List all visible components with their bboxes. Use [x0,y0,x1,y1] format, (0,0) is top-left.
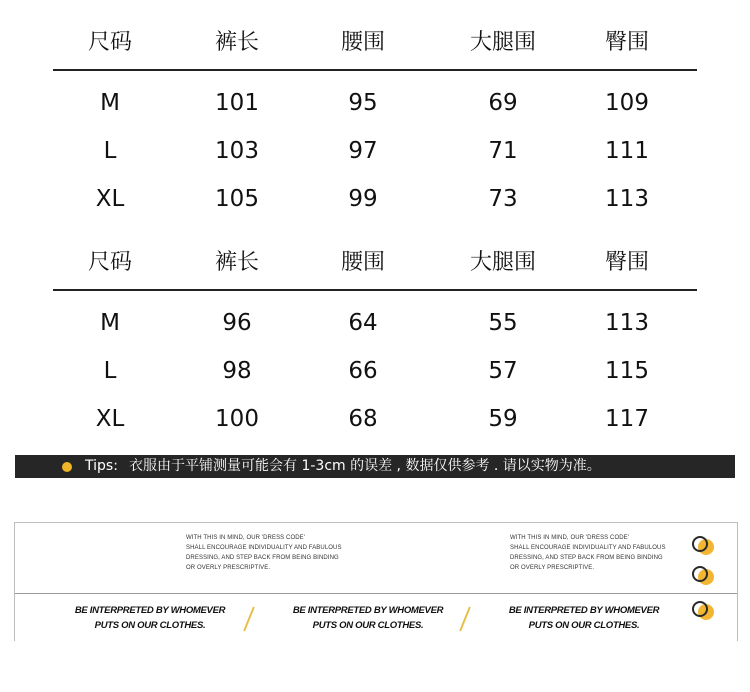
header-size: 尺码 [87,30,133,55]
table-row [0,303,750,343]
cell-hip: 113 [605,310,649,336]
header-divider [53,289,697,291]
header-thigh: 大腿围 [469,30,537,55]
table-row [0,399,750,439]
banner-divider [15,593,737,594]
dress-code-paragraph [186,533,386,573]
cell-waist: 64 [348,310,378,336]
circle-ring-icon [692,601,708,617]
table-row [0,83,750,123]
slogan-text [55,603,245,633]
table-row [0,351,750,391]
tips-label: Tips: [85,458,118,474]
cell-size: M [100,90,120,116]
header-length: 裤长 [214,250,260,275]
cell-size: L [103,358,117,384]
cell-waist: 95 [348,90,378,116]
circle-logo-icon [692,566,716,586]
slogan-text [273,603,463,633]
cell-size: XL [95,406,125,432]
cell-thigh: 71 [488,138,518,164]
table-header-row [0,243,750,283]
table-row [0,131,750,171]
paragraph-line: OR OVERLY PRESCRIPTIVE. [510,565,595,571]
cell-size: XL [95,186,125,212]
paragraph-line: WITH THIS IN MIND, OUR 'DRESS CODE' [510,535,630,541]
header-hip: 臀围 [604,30,650,55]
cell-waist: 66 [348,358,378,384]
cell-hip: 115 [605,358,649,384]
cell-waist: 97 [348,138,378,164]
slogan-line: BE INTERPRETED BY WHOMEVER [292,605,444,616]
paragraph-line: OR OVERLY PRESCRIPTIVE. [186,565,271,571]
cell-size: L [103,138,117,164]
table-row [0,179,750,219]
paragraph-line: WITH THIS IN MIND, OUR 'DRESS CODE' [186,535,306,541]
cell-thigh: 59 [488,406,518,432]
slogan-line: PUTS ON OUR CLOTHES. [312,620,424,631]
bullet-dot-icon [62,462,72,472]
cell-hip: 117 [605,406,649,432]
tips-bar [15,455,735,478]
header-waist: 腰围 [340,250,386,275]
header-size: 尺码 [87,250,133,275]
cell-size: M [100,310,120,336]
circle-logo-icon [692,536,716,556]
header-thigh: 大腿围 [469,250,537,275]
cell-length: 105 [215,186,259,212]
slogan-line: PUTS ON OUR CLOTHES. [94,620,206,631]
slogan-line: PUTS ON OUR CLOTHES. [528,620,640,631]
circle-ring-icon [692,566,708,582]
table-header-row [0,23,750,63]
paragraph-line: SHALL ENCOURAGE INDIVIDUALITY AND FABULOUS [186,545,342,551]
paragraph-line: DRESSING, AND STEP BACK FROM BEING BINDING [186,555,339,561]
cell-waist: 99 [348,186,378,212]
cell-length: 98 [222,358,252,384]
paragraph-line: SHALL ENCOURAGE INDIVIDUALITY AND FABULOUS [510,545,666,551]
slogan-text [489,603,679,633]
dress-code-paragraph [510,533,710,573]
cell-length: 103 [215,138,259,164]
circle-ring-icon [692,536,708,552]
cell-hip: 113 [605,186,649,212]
cell-length: 96 [222,310,252,336]
cell-length: 101 [215,90,259,116]
cell-thigh: 57 [488,358,518,384]
slogan-line: BE INTERPRETED BY WHOMEVER [508,605,660,616]
cell-thigh: 69 [488,90,518,116]
header-length: 裤长 [214,30,260,55]
header-waist: 腰围 [340,30,386,55]
header-divider [53,69,697,71]
cell-waist: 68 [348,406,378,432]
cell-thigh: 55 [488,310,518,336]
header-hip: 臀围 [604,250,650,275]
slogan-line: BE INTERPRETED BY WHOMEVER [74,605,226,616]
cell-hip: 109 [605,90,649,116]
cell-length: 100 [215,406,259,432]
circle-logo-icon [692,601,716,621]
brand-banner [14,522,738,641]
cell-thigh: 73 [488,186,518,212]
tips-text: 衣服由于平铺测量可能会有 1-3cm 的误差 , 数据仅供参考 . 请以实物为准。 [129,458,601,474]
cell-hip: 111 [605,138,649,164]
paragraph-line: DRESSING, AND STEP BACK FROM BEING BINDING [510,555,663,561]
